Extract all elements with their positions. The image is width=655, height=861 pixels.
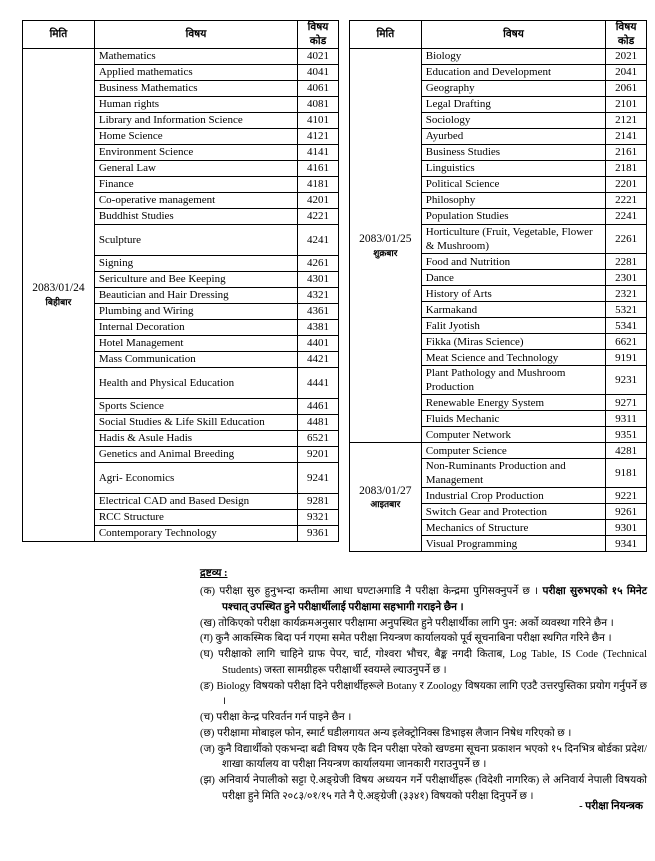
date-column-header: मिति — [23, 21, 95, 49]
subject-cell: Computer Network — [421, 427, 605, 443]
subject-cell: Finance — [94, 177, 297, 193]
exam-day: आइतबार — [370, 499, 401, 510]
note-label: (घ) — [200, 649, 218, 661]
code-cell: 4301 — [298, 272, 339, 288]
subject-cell: Electrical CAD and Based Design — [94, 494, 297, 510]
subject-cell: Buddhist Studies — [94, 209, 297, 225]
note-label: (ङ) — [200, 680, 217, 692]
table-row — [349, 443, 646, 459]
code-cell: 4461 — [298, 399, 339, 415]
subject-cell: Mechanics of Structure — [421, 520, 605, 536]
note-text: कुनै आकस्मिक बिदा पर्न गएमा समेत परीक्षा नियन्त्रण कार्यालयको पूर्व सूचनाबिना परीक्षा स्थगित गरिने छैन । — [215, 633, 612, 645]
note-text: Biology विषयको परीक्षा दिने परीक्षार्थीहरूले Botany र Zoology विषयका लागि एउटै उत्तरपुस्तिका प्रयोग गर्नुपर्ने छ । — [216, 680, 647, 708]
code-cell: 9271 — [606, 395, 647, 411]
subject-cell: Sports Science — [94, 399, 297, 415]
exam-date: 2083/01/27 — [359, 484, 412, 497]
code-cell: 2241 — [606, 209, 647, 225]
code-cell: 4241 — [298, 225, 339, 256]
subject-cell: Library and Information Science — [94, 113, 297, 129]
note-text-bold: परीक्षा सुरुभएको १५ मिनेट पश्चात् उपस्थित हुने परीक्षार्थीलाई परीक्षामा सहभागी गराइने छैन । — [222, 586, 648, 613]
exam-day: बिहीबार — [45, 297, 72, 308]
code-cell: 2281 — [606, 254, 647, 270]
code-cell: 9341 — [606, 536, 647, 552]
code-cell: 4141 — [298, 145, 339, 161]
code-cell: 9321 — [298, 510, 339, 526]
table-row — [349, 49, 646, 65]
code-cell: 9241 — [298, 463, 339, 494]
subject-column-header: विषय — [421, 21, 605, 49]
exam-table-left — [22, 20, 339, 542]
subject-cell: Mathematics — [94, 49, 297, 65]
subject-cell: Internal Decoration — [94, 320, 297, 336]
code-cell: 2321 — [606, 286, 647, 302]
exam-date-cell — [23, 49, 95, 542]
subject-cell: Fluids Mechanic — [421, 411, 605, 427]
code-cell: 9311 — [606, 411, 647, 427]
exam-date-cell — [349, 49, 421, 443]
code-cell: 9221 — [606, 488, 647, 504]
note-label: (ख) — [200, 617, 219, 629]
subject-cell: Ayurbed — [421, 129, 605, 145]
note-item — [200, 679, 647, 711]
code-cell: 4061 — [298, 81, 339, 97]
code-cell: 9231 — [606, 366, 647, 395]
subject-cell: Legal Drafting — [421, 97, 605, 113]
note-text: परीक्षाको लागि चाहिने ग्राफ पेपर, चार्ट, गोश्वरा भौचर, बैङ्क नगदी किताब, Log Table, IS Code (Technical Students) जस्ता सामग्रीहरू परीक्षार्थी स्वयम्ले ल्याउनुपर्ने छ । — [217, 649, 648, 676]
subject-cell: Contemporary Technology — [94, 526, 297, 542]
exam-day: शुक्रबार — [373, 247, 398, 258]
notes-section — [200, 566, 647, 804]
subject-cell: Linguistics — [421, 161, 605, 177]
subject-cell: General Law — [94, 161, 297, 177]
note-label: (ग) — [200, 633, 216, 645]
note-item — [200, 647, 647, 679]
note-text: अनिवार्य नेपालीको सट्टा ऐ.अङ्ग्रेजी विषय अध्ययन गर्ने परीक्षार्थीहरू (विदेशी नागरिक) ले अनिवार्य नेपाली विषयको परीक्षा हुने मिति २०८३/०१/१५ गते नै ऐ.अङ्ग्रेजी (३३४१) विषयको परीक्षा दिनुपर्ने छ । — [218, 775, 647, 802]
code-cell: 9191 — [606, 350, 647, 366]
subject-cell: Fikka (Miras Science) — [421, 334, 605, 350]
subject-cell: Horticulture (Fruit, Vegetable, Flower & Mushroom) — [421, 225, 605, 254]
subject-cell: Human rights — [94, 97, 297, 113]
code-cell: 4381 — [298, 320, 339, 336]
exam-table-right — [349, 20, 647, 552]
code-cell: 2161 — [606, 145, 647, 161]
subject-cell: Applied mathematics — [94, 65, 297, 81]
note-label: (छ) — [200, 727, 217, 739]
subject-cell: Meat Science and Technology — [421, 350, 605, 366]
subject-cell: Plant Pathology and Mushroom Production — [421, 366, 605, 395]
subject-cell: Population Studies — [421, 209, 605, 225]
code-cell: 2261 — [606, 225, 647, 254]
note-item — [200, 710, 647, 726]
table-header-row — [23, 21, 339, 49]
code-cell: 9301 — [606, 520, 647, 536]
table-header-row — [349, 21, 646, 49]
subject-cell: Home Science — [94, 129, 297, 145]
exam-controller-signature: - परीक्षा नियन्त्रक — [579, 801, 643, 812]
code-column-header: विषय कोड — [298, 21, 339, 49]
subject-cell: Health and Physical Education — [94, 368, 297, 399]
code-cell: 6621 — [606, 334, 647, 350]
code-cell: 2201 — [606, 177, 647, 193]
subject-cell: Political Science — [421, 177, 605, 193]
code-cell: 2121 — [606, 113, 647, 129]
subject-cell: Hotel Management — [94, 336, 297, 352]
subject-cell: Sericulture and Bee Keeping — [94, 272, 297, 288]
code-cell: 4361 — [298, 304, 339, 320]
code-cell: 4181 — [298, 177, 339, 193]
note-text: तोकिएको परीक्षा कार्यक्रमअनुसार परीक्षामा अनुपस्थित हुने परीक्षार्थीका लागि पुन: अर्को व्यवस्था गरिने छैन । — [218, 617, 614, 629]
subject-cell: RCC Structure — [94, 510, 297, 526]
subject-cell: Biology — [421, 49, 605, 65]
table-row — [23, 49, 339, 65]
code-cell: 4221 — [298, 209, 339, 225]
subject-cell: Beautician and Hair Dressing — [94, 288, 297, 304]
code-cell: 6521 — [298, 431, 339, 447]
code-cell: 4321 — [298, 288, 339, 304]
subject-cell: Signing — [94, 256, 297, 272]
code-cell: 4281 — [606, 443, 647, 459]
subject-cell: Plumbing and Wiring — [94, 304, 297, 320]
code-cell: 4081 — [298, 97, 339, 113]
subject-cell: Food and Nutrition — [421, 254, 605, 270]
code-cell: 2221 — [606, 193, 647, 209]
subject-cell: Business Mathematics — [94, 81, 297, 97]
code-cell: 2061 — [606, 81, 647, 97]
notes-list — [200, 584, 647, 805]
subject-cell: Education and Development — [421, 65, 605, 81]
subject-cell: Social Studies & Life Skill Education — [94, 415, 297, 431]
code-cell: 4101 — [298, 113, 339, 129]
code-cell: 4261 — [298, 256, 339, 272]
subject-column-header: विषय — [94, 21, 297, 49]
note-item — [200, 584, 647, 616]
subject-cell: History of Arts — [421, 286, 605, 302]
code-cell: 5321 — [606, 302, 647, 318]
code-cell: 9351 — [606, 427, 647, 443]
exam-date-cell — [349, 443, 421, 552]
code-cell: 4481 — [298, 415, 339, 431]
notes-heading: द्रष्टव्य : — [200, 568, 228, 580]
code-cell: 5341 — [606, 318, 647, 334]
code-cell: 4201 — [298, 193, 339, 209]
subject-cell: Philosophy — [421, 193, 605, 209]
subject-cell: Genetics and Animal Breeding — [94, 447, 297, 463]
note-item — [200, 616, 647, 632]
code-cell: 4121 — [298, 129, 339, 145]
note-text: परीक्षामा मोबाइल फोन, स्मार्ट घडीलगायत अन्य इलेक्ट्रोनिक्स डिभाइस लैजान निषेध गरिएको छ । — [216, 727, 572, 739]
date-column-header: मिति — [349, 21, 421, 49]
note-item — [200, 726, 647, 742]
note-label: (झ) — [200, 775, 219, 787]
code-cell: 4161 — [298, 161, 339, 177]
subject-cell: Karmakand — [421, 302, 605, 318]
code-cell: 2041 — [606, 65, 647, 81]
exam-date: 2083/01/24 — [32, 282, 85, 295]
code-cell: 2141 — [606, 129, 647, 145]
code-cell: 4041 — [298, 65, 339, 81]
subject-cell: Environment Science — [94, 145, 297, 161]
subject-cell: Business Studies — [421, 145, 605, 161]
subject-cell: Non-Ruminants Production and Management — [421, 459, 605, 488]
note-text: कुनै विद्यार्थीको एकभन्दा बढी विषय एकै दिन परीक्षा परेको खण्डमा सूचना प्रकाशन भएको १५ दिनभित्र बोर्डका प्रदेश/शाखा कार्यालय वा परीक्षा नियन्त्रण कार्यालयमा जानकारी गराउनुपर्ने छ । — [217, 743, 647, 771]
note-text: परीक्षा सुरु हुनुभन्दा कम्तीमा आधा घण्टाअगाडि नै परीक्षा केन्द्रमा पुगिसक्नुपर्ने छ । — [219, 586, 539, 598]
note-label: (क) — [200, 586, 220, 598]
subject-cell: Renewable Energy System — [421, 395, 605, 411]
code-cell: 4401 — [298, 336, 339, 352]
exam-date: 2083/01/25 — [359, 233, 412, 246]
subject-cell: Falit Jyotish — [421, 318, 605, 334]
subject-cell: Sculpture — [94, 225, 297, 256]
subject-cell: Geography — [421, 81, 605, 97]
note-item — [200, 742, 647, 774]
subject-cell: Agri- Economics — [94, 463, 297, 494]
subject-cell: Hadis & Asule Hadis — [94, 431, 297, 447]
code-column-header: विषय कोड — [606, 21, 647, 49]
code-cell: 2101 — [606, 97, 647, 113]
note-label: (च) — [200, 712, 217, 724]
code-cell: 9201 — [298, 447, 339, 463]
note-label: (ज) — [200, 743, 218, 755]
code-cell: 9261 — [606, 504, 647, 520]
code-cell: 4021 — [298, 49, 339, 65]
code-cell: 4441 — [298, 368, 339, 399]
note-item — [200, 631, 647, 647]
code-cell: 9361 — [298, 526, 339, 542]
note-text: परीक्षा केन्द्र परिवर्तन गर्न पाइने छैन । — [216, 712, 352, 724]
subject-cell: Sociology — [421, 113, 605, 129]
subject-cell: Dance — [421, 270, 605, 286]
code-cell: 2021 — [606, 49, 647, 65]
subject-cell: Mass Communication — [94, 352, 297, 368]
subject-cell: Co-operative management — [94, 193, 297, 209]
subject-cell: Industrial Crop Production — [421, 488, 605, 504]
code-cell: 4421 — [298, 352, 339, 368]
code-cell: 2181 — [606, 161, 647, 177]
code-cell: 2301 — [606, 270, 647, 286]
subject-cell: Visual Programming — [421, 536, 605, 552]
code-cell: 9281 — [298, 494, 339, 510]
code-cell: 9181 — [606, 459, 647, 488]
subject-cell: Switch Gear and Protection — [421, 504, 605, 520]
subject-cell: Computer Science — [421, 443, 605, 459]
